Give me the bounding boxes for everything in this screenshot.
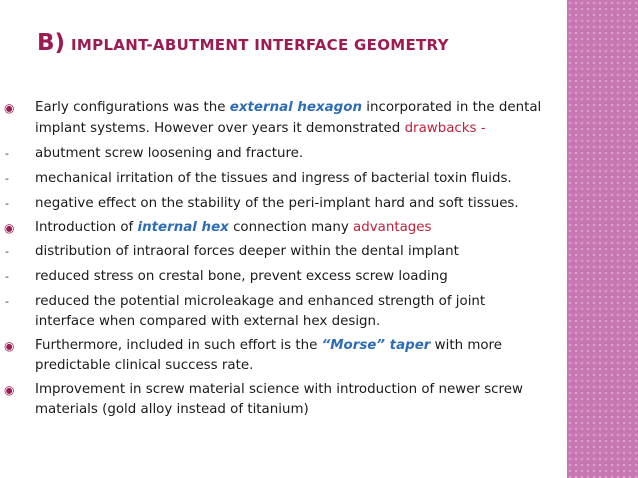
dash-marker: -: [5, 197, 9, 210]
keyword-drawbacks: drawbacks -: [404, 121, 486, 136]
bullet-text: Improvement in screw material science with introduction of newer screw: [35, 382, 523, 397]
bullet-text-continuation: predictable clinical success rate.: [35, 358, 254, 373]
bullet-text-continuation: [35, 120, 486, 138]
keyword-advantages: advantages: [353, 220, 432, 235]
bullet-icon: ◉: [4, 101, 15, 115]
decorative-side-bar: [567, 0, 638, 478]
title-prefix: B): [37, 30, 66, 56]
text-run: implant systems. However over years it demonstrated: [35, 121, 405, 136]
dash-marker: -: [5, 147, 9, 160]
bullet-text-continuation: materials (gold alloy instead of titanium): [35, 402, 309, 417]
text-run: Introduction of: [35, 220, 138, 235]
slide-title: [37, 30, 557, 64]
text-run: Early configurations was the: [35, 100, 230, 115]
bullet-icon: ◉: [4, 221, 15, 235]
sub-item-text: mechanical irritation of the tissues and ingress of bacterial toxin fluids.: [35, 171, 512, 186]
text-run: with more: [430, 338, 502, 353]
sub-item-text: negative effect on the stability of the peri-implant hard and soft tissues.: [35, 196, 519, 211]
sub-item-text: distribution of intraoral forces deeper within the dental implant: [35, 244, 459, 259]
sub-item-text: reduced the potential microleakage and enhanced strength of joint: [35, 294, 486, 309]
keyword-internal-hex: internal hex: [137, 220, 229, 235]
bullet-text: [35, 219, 432, 237]
dash-marker: -: [5, 270, 9, 283]
sub-item-text-continuation: interface when compared with external hex design.: [35, 314, 381, 329]
bullet-text: [35, 99, 541, 117]
sub-item-text: reduced stress on crestal bone, prevent excess screw loading: [35, 269, 448, 284]
sub-item-text: abutment screw loosening and fracture.: [35, 146, 304, 161]
keyword-morse-taper: “Morse” taper: [321, 338, 431, 353]
text-run: incorporated in the dental: [362, 100, 542, 115]
title-text: IMPLANT-ABUTMENT INTERFACE GEOMETRY: [71, 36, 449, 54]
bullet-icon: ◉: [4, 383, 15, 397]
text-run: Furthermore, included in such effort is the: [35, 338, 322, 353]
dash-marker: -: [5, 295, 9, 308]
text-run: connection many: [228, 220, 354, 235]
bullet-text: [35, 337, 502, 355]
bullet-icon: ◉: [4, 339, 15, 353]
dash-marker: -: [5, 245, 9, 258]
keyword-external-hexagon: external hexagon: [229, 100, 362, 115]
dash-marker: -: [5, 172, 9, 185]
